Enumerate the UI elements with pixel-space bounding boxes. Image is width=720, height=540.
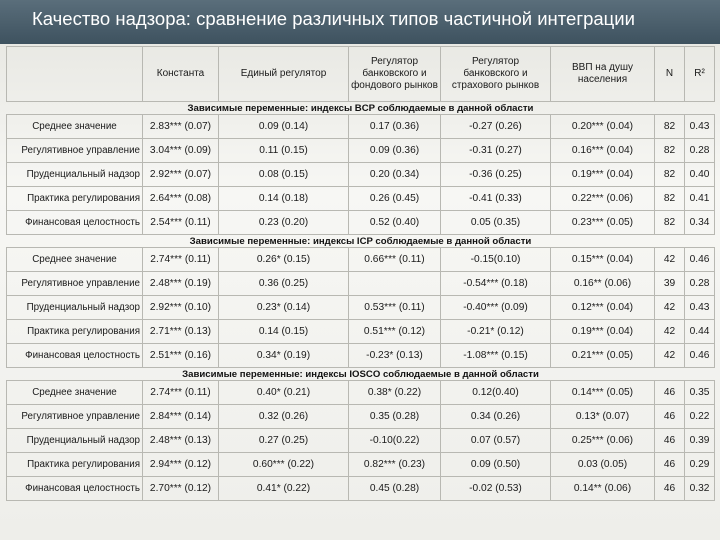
table-cell: 2.70*** (0.12) [143,477,219,501]
table-cell: 0.14 (0.15) [219,320,349,344]
table-cell: 0.22*** (0.06) [551,187,655,211]
table-cell: 0.51*** (0.12) [349,320,441,344]
table-cell: 0.40* (0.21) [219,381,349,405]
table-cell: 0.05 (0.35) [441,211,551,235]
table-cell: 0.36 (0.25) [219,272,349,296]
table-cell: 0.23 (0.20) [219,211,349,235]
table-cell: 0.08 (0.15) [219,163,349,187]
table-cell: 0.26 (0.45) [349,187,441,211]
table-cell: 0.28 [685,139,715,163]
table-cell: 0.22 [685,405,715,429]
table-cell: 0.32 (0.26) [219,405,349,429]
table-row [7,381,715,405]
table-cell: -0.31 (0.27) [441,139,551,163]
table-cell: 42 [655,344,685,368]
section-title: Зависимые переменные: индексы ICP соблюдаемые в данной области [7,235,715,248]
slide-title: Качество надзора: сравнение различных типов частичной интеграции [32,8,635,29]
table-cell: 0.14*** (0.05) [551,381,655,405]
table-cell: 46 [655,405,685,429]
table-cell: 0.34* (0.19) [219,344,349,368]
table-cell: 0.19*** (0.04) [551,163,655,187]
table-cell: 0.46 [685,248,715,272]
table-cell: 0.17 (0.36) [349,115,441,139]
table-cell: 0.40 [685,163,715,187]
table-header-row [7,47,715,102]
table-row [7,477,715,501]
regression-table [6,46,715,501]
header-n: N [655,47,685,102]
table-cell: 82 [655,187,685,211]
table-cell: 0.11 (0.15) [219,139,349,163]
table-cell: 0.12*** (0.04) [551,296,655,320]
table-cell: 0.34 (0.26) [441,405,551,429]
table-cell: 0.43 [685,115,715,139]
table-cell: 0.14** (0.06) [551,477,655,501]
table-cell: 46 [655,477,685,501]
table-cell: 2.92*** (0.10) [143,296,219,320]
section-header-row [7,102,715,115]
table-cell: 0.82*** (0.23) [349,453,441,477]
table-cell: 0.26* (0.15) [219,248,349,272]
table-cell: 2.54*** (0.11) [143,211,219,235]
table-row [7,211,715,235]
table-cell: 0.38* (0.22) [349,381,441,405]
table-cell: 0.16** (0.06) [551,272,655,296]
table-cell: 0.03 (0.05) [551,453,655,477]
row-label: Финансовая целостность [7,477,143,501]
row-label: Среднее значение [7,115,143,139]
table-cell: 0.09 (0.14) [219,115,349,139]
table-cell: -0.41 (0.33) [441,187,551,211]
table-row [7,453,715,477]
table-cell: 0.35 [685,381,715,405]
row-label: Практика регулирования [7,187,143,211]
table-cell: 42 [655,296,685,320]
row-label: Среднее значение [7,248,143,272]
row-label: Финансовая целостность [7,344,143,368]
table-cell: 0.13* (0.07) [551,405,655,429]
table-cell [349,272,441,296]
row-label: Пруденциальный надзор [7,163,143,187]
table-row [7,248,715,272]
table-cell: 46 [655,453,685,477]
table-row [7,320,715,344]
section-header-row [7,235,715,248]
table-row [7,405,715,429]
table-cell: 42 [655,320,685,344]
section-header-row [7,368,715,381]
table-cell: 0.53*** (0.11) [349,296,441,320]
table-cell: 0.14 (0.18) [219,187,349,211]
table-row [7,139,715,163]
table-cell: 0.60*** (0.22) [219,453,349,477]
table-cell: -0.10(0.22) [349,429,441,453]
table-cell: -0.23* (0.13) [349,344,441,368]
table-cell: 0.28 [685,272,715,296]
header-r2: R² [685,47,715,102]
table-cell: 0.46 [685,344,715,368]
table-cell: 2.83*** (0.07) [143,115,219,139]
table-cell: 3.04*** (0.09) [143,139,219,163]
table-row [7,272,715,296]
table-cell: 2.74*** (0.11) [143,381,219,405]
table-cell: 2.84*** (0.14) [143,405,219,429]
header-gdp-per-capita: ВВП на душу населения [551,47,655,102]
table-cell: 0.16*** (0.04) [551,139,655,163]
table-cell: 82 [655,139,685,163]
row-label: Регулятивное управление [7,139,143,163]
table-cell: -0.54*** (0.18) [441,272,551,296]
row-label: Практика регулирования [7,453,143,477]
table-cell: 82 [655,115,685,139]
header-blank [7,47,143,102]
table-row [7,163,715,187]
table-cell: 0.27 (0.25) [219,429,349,453]
table-cell: 0.39 [685,429,715,453]
table-cell: 0.29 [685,453,715,477]
table-cell: 2.64*** (0.08) [143,187,219,211]
table-cell: 2.94*** (0.12) [143,453,219,477]
table-cell: 0.66*** (0.11) [349,248,441,272]
table-row [7,344,715,368]
table-cell: -0.36 (0.25) [441,163,551,187]
row-label: Финансовая целостность [7,211,143,235]
slide-title-bar [0,0,720,44]
table-cell: 2.48*** (0.13) [143,429,219,453]
table-cell: 39 [655,272,685,296]
table-cell: 0.43 [685,296,715,320]
table-cell: 0.41 [685,187,715,211]
table-cell: 0.23*** (0.05) [551,211,655,235]
table-cell: 0.20 (0.34) [349,163,441,187]
table-cell: 82 [655,211,685,235]
table-cell: 0.19*** (0.04) [551,320,655,344]
header-single-regulator: Единый регулятор [219,47,349,102]
section-title: Зависимые переменные: индексы BCP соблюдаемые в данной области [7,102,715,115]
table-row [7,429,715,453]
table-cell: 0.23* (0.14) [219,296,349,320]
table-cell: 0.12(0.40) [441,381,551,405]
table-cell: 0.15*** (0.04) [551,248,655,272]
table-cell: 82 [655,163,685,187]
table-row [7,187,715,211]
row-label: Регулятивное управление [7,405,143,429]
table-row [7,296,715,320]
table-cell: 0.07 (0.57) [441,429,551,453]
table-cell: 0.32 [685,477,715,501]
table-cell: -0.02 (0.53) [441,477,551,501]
table-cell: -1.08*** (0.15) [441,344,551,368]
table-cell: 0.25*** (0.06) [551,429,655,453]
table-cell: 2.92*** (0.07) [143,163,219,187]
header-bank-fund-regulator: Регулятор банковского и фондового рынков [349,47,441,102]
table-cell: 46 [655,429,685,453]
table-cell: 0.09 (0.36) [349,139,441,163]
row-label: Регулятивное управление [7,272,143,296]
row-label: Практика регулирования [7,320,143,344]
header-bank-insurance-regulator: Регулятор банковского и страхового рынков [441,47,551,102]
table-cell: 2.48*** (0.19) [143,272,219,296]
header-constant: Константа [143,47,219,102]
table-cell: 0.45 (0.28) [349,477,441,501]
table-cell: 0.20*** (0.04) [551,115,655,139]
table-cell: 0.44 [685,320,715,344]
section-title: Зависимые переменные: индексы IOSCO соблюдаемые в данной области [7,368,715,381]
table-cell: 0.09 (0.50) [441,453,551,477]
table-cell: 2.71*** (0.13) [143,320,219,344]
table-cell: 46 [655,381,685,405]
table-cell: 2.51*** (0.16) [143,344,219,368]
row-label: Среднее значение [7,381,143,405]
table-cell: 0.35 (0.28) [349,405,441,429]
table-row [7,115,715,139]
table-cell: 0.34 [685,211,715,235]
table-cell: -0.15(0.10) [441,248,551,272]
table-cell: 0.41* (0.22) [219,477,349,501]
table-cell: 0.21*** (0.05) [551,344,655,368]
table-cell: -0.27 (0.26) [441,115,551,139]
row-label: Пруденциальный надзор [7,296,143,320]
row-label: Пруденциальный надзор [7,429,143,453]
table-cell: 0.52 (0.40) [349,211,441,235]
table-cell: -0.40*** (0.09) [441,296,551,320]
table-cell: -0.21* (0.12) [441,320,551,344]
table-cell: 42 [655,248,685,272]
table-cell: 2.74*** (0.11) [143,248,219,272]
